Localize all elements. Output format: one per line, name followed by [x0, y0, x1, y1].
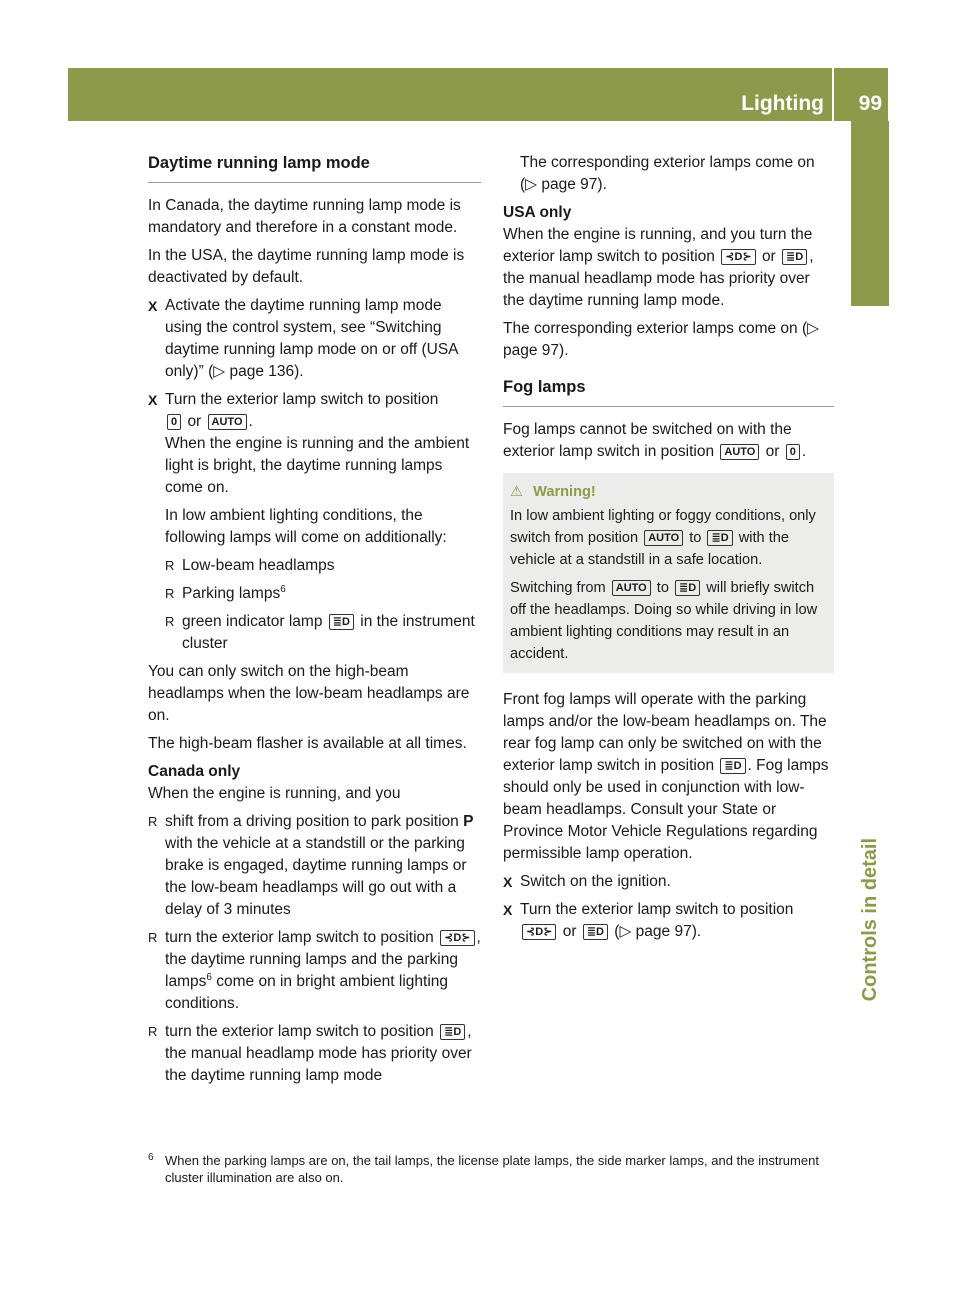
list-item: R shift from a driving position to park position P with the vehicle at a standstill or the parking brake is engaged, daytime running lamps or the low-beam headlamps will go out with a delay of 3 minutes — [148, 811, 481, 921]
chapter-title: Lighting — [741, 92, 824, 115]
paragraph: The corresponding exterior lamps come on (▷ page 97). — [503, 320, 820, 359]
list-item: R Low-beam headlamps — [165, 555, 481, 577]
lamp-switch-0-icon: 0 — [786, 444, 800, 460]
subheading-canada: Canada only — [148, 763, 241, 780]
low-beam-icon: ≣D — [720, 758, 745, 774]
footnote — [148, 1152, 828, 1186]
low-beam-icon: ≣D — [782, 249, 807, 265]
warning-text: Switching from AUTO to ≣D will briefly switch off the headlamps. Doing so while driving in low ambient lighting conditions may result in an accident. — [510, 580, 818, 662]
lamp-switch-auto-icon: AUTO — [720, 444, 759, 460]
paragraph: In Canada, the daytime running lamp mode is mandatory and therefore in a constant mode. — [148, 197, 461, 236]
low-beam-icon: ≣D — [329, 614, 354, 630]
section-title-daytime: Daytime running lamp mode — [148, 152, 481, 183]
side-tab — [851, 121, 889, 306]
instruction-step: X Turn the exterior lamp switch to position ⊰D⊱ or ≣D (▷ page 97). — [503, 899, 834, 943]
paragraph: When the engine is running, and you — [148, 785, 401, 802]
list-item: R turn the exterior lamp switch to position ≣D , the manual headlamp mode has priority over the daytime running lamp mode — [148, 1021, 481, 1087]
paragraph: Fog lamps cannot be switched on with the exterior lamp switch in position AUTO or 0 . — [503, 421, 807, 460]
section-title-fog: Fog lamps — [503, 376, 834, 407]
left-column — [148, 152, 481, 1093]
paragraph: Front fog lamps will operate with the parking lamps and/or the low-beam headlamps on. The rear fog lamp can only be switched on with the exterior lamp switch in position ≣D . Fog lamps should only be used in conjunction with low-beam headlamps. Consult your State or Province Motor Vehicle Regulations regarding permissible lamp operation. — [503, 691, 829, 862]
paragraph: The high-beam flasher is available at all times. — [148, 735, 467, 752]
lamp-switch-0-icon: 0 — [167, 414, 181, 430]
warning-text: In low ambient lighting or foggy conditions, only switch from position AUTO to ≣D with the vehicle at a standstill in a safe location. — [510, 508, 816, 568]
warning-triangle-icon: ⚠ — [510, 484, 524, 500]
side-tab-label-wrap — [852, 318, 888, 1002]
parking-lamp-icon: ⊰D⊱ — [721, 249, 755, 265]
header-bar — [68, 68, 888, 121]
subheading-usa: USA only — [503, 204, 572, 221]
paragraph: The corresponding exterior lamps come on (▷ page 97). — [520, 154, 815, 193]
list-item: R green indicator lamp ≣D in the instrument cluster — [165, 611, 481, 655]
low-beam-icon: ≣D — [707, 530, 732, 546]
warning-box — [503, 473, 834, 673]
list-item: R turn the exterior lamp switch to position ⊰D⊱ , the daytime running lamps and the parking lamps$^6$ come on in bright ambient lighting conditions. — [148, 927, 481, 1015]
low-beam-icon: ≣D — [583, 924, 608, 940]
parking-lamp-icon: ⊰D⊱ — [522, 924, 556, 940]
paragraph: When the engine is running, and you turn the exterior lamp switch to position ⊰D⊱ or ≣D , the manual headlamp mode has priority over the daytime running lamp mode. — [503, 226, 814, 309]
parking-lamp-icon: ⊰D⊱ — [440, 930, 474, 946]
low-beam-icon: ≣D — [675, 580, 700, 596]
paragraph: You can only switch on the high-beam headlamps when the low-beam headlamps are on. — [148, 663, 470, 724]
side-tab-label: Controls in detail — [859, 838, 881, 1002]
warning-title: ⚠ Warning! — [510, 481, 827, 503]
list-item: R Parking lamps$^6$ — [165, 583, 481, 605]
instruction-step: X Turn the exterior lamp switch to position 0 or AUTO . When the engine is running and the ambient light is bright, the daytime running lamps come on. In low ambient lighting conditions, the following lamps will come on additionally: — [148, 389, 481, 549]
header-divider — [832, 68, 834, 121]
lamp-switch-auto-icon: AUTO — [208, 414, 247, 430]
paragraph: In low ambient lighting conditions, the following lamps will come on additionally: — [165, 507, 447, 546]
right-column — [503, 152, 834, 949]
lamp-switch-auto-icon: AUTO — [644, 530, 683, 546]
instruction-step: X Switch on the ignition. — [503, 871, 834, 893]
instruction-step: X Activate the daytime running lamp mode using the control system, see “Switching daytime running lamp mode on or off (USA only)” (▷ page 136). — [148, 295, 481, 383]
page-number: 99 — [858, 92, 882, 115]
footnote-text: When the parking lamps are on, the tail lamps, the license plate lamps, the side marker lamps, and the instrument cluster illumination are also on. — [165, 1153, 819, 1185]
paragraph: In the USA, the daytime running lamp mode is deactivated by default. — [148, 247, 465, 286]
lamp-switch-auto-icon: AUTO — [612, 580, 651, 596]
footnote-number: 6 — [148, 1152, 154, 1163]
low-beam-icon: ≣D — [440, 1024, 465, 1040]
